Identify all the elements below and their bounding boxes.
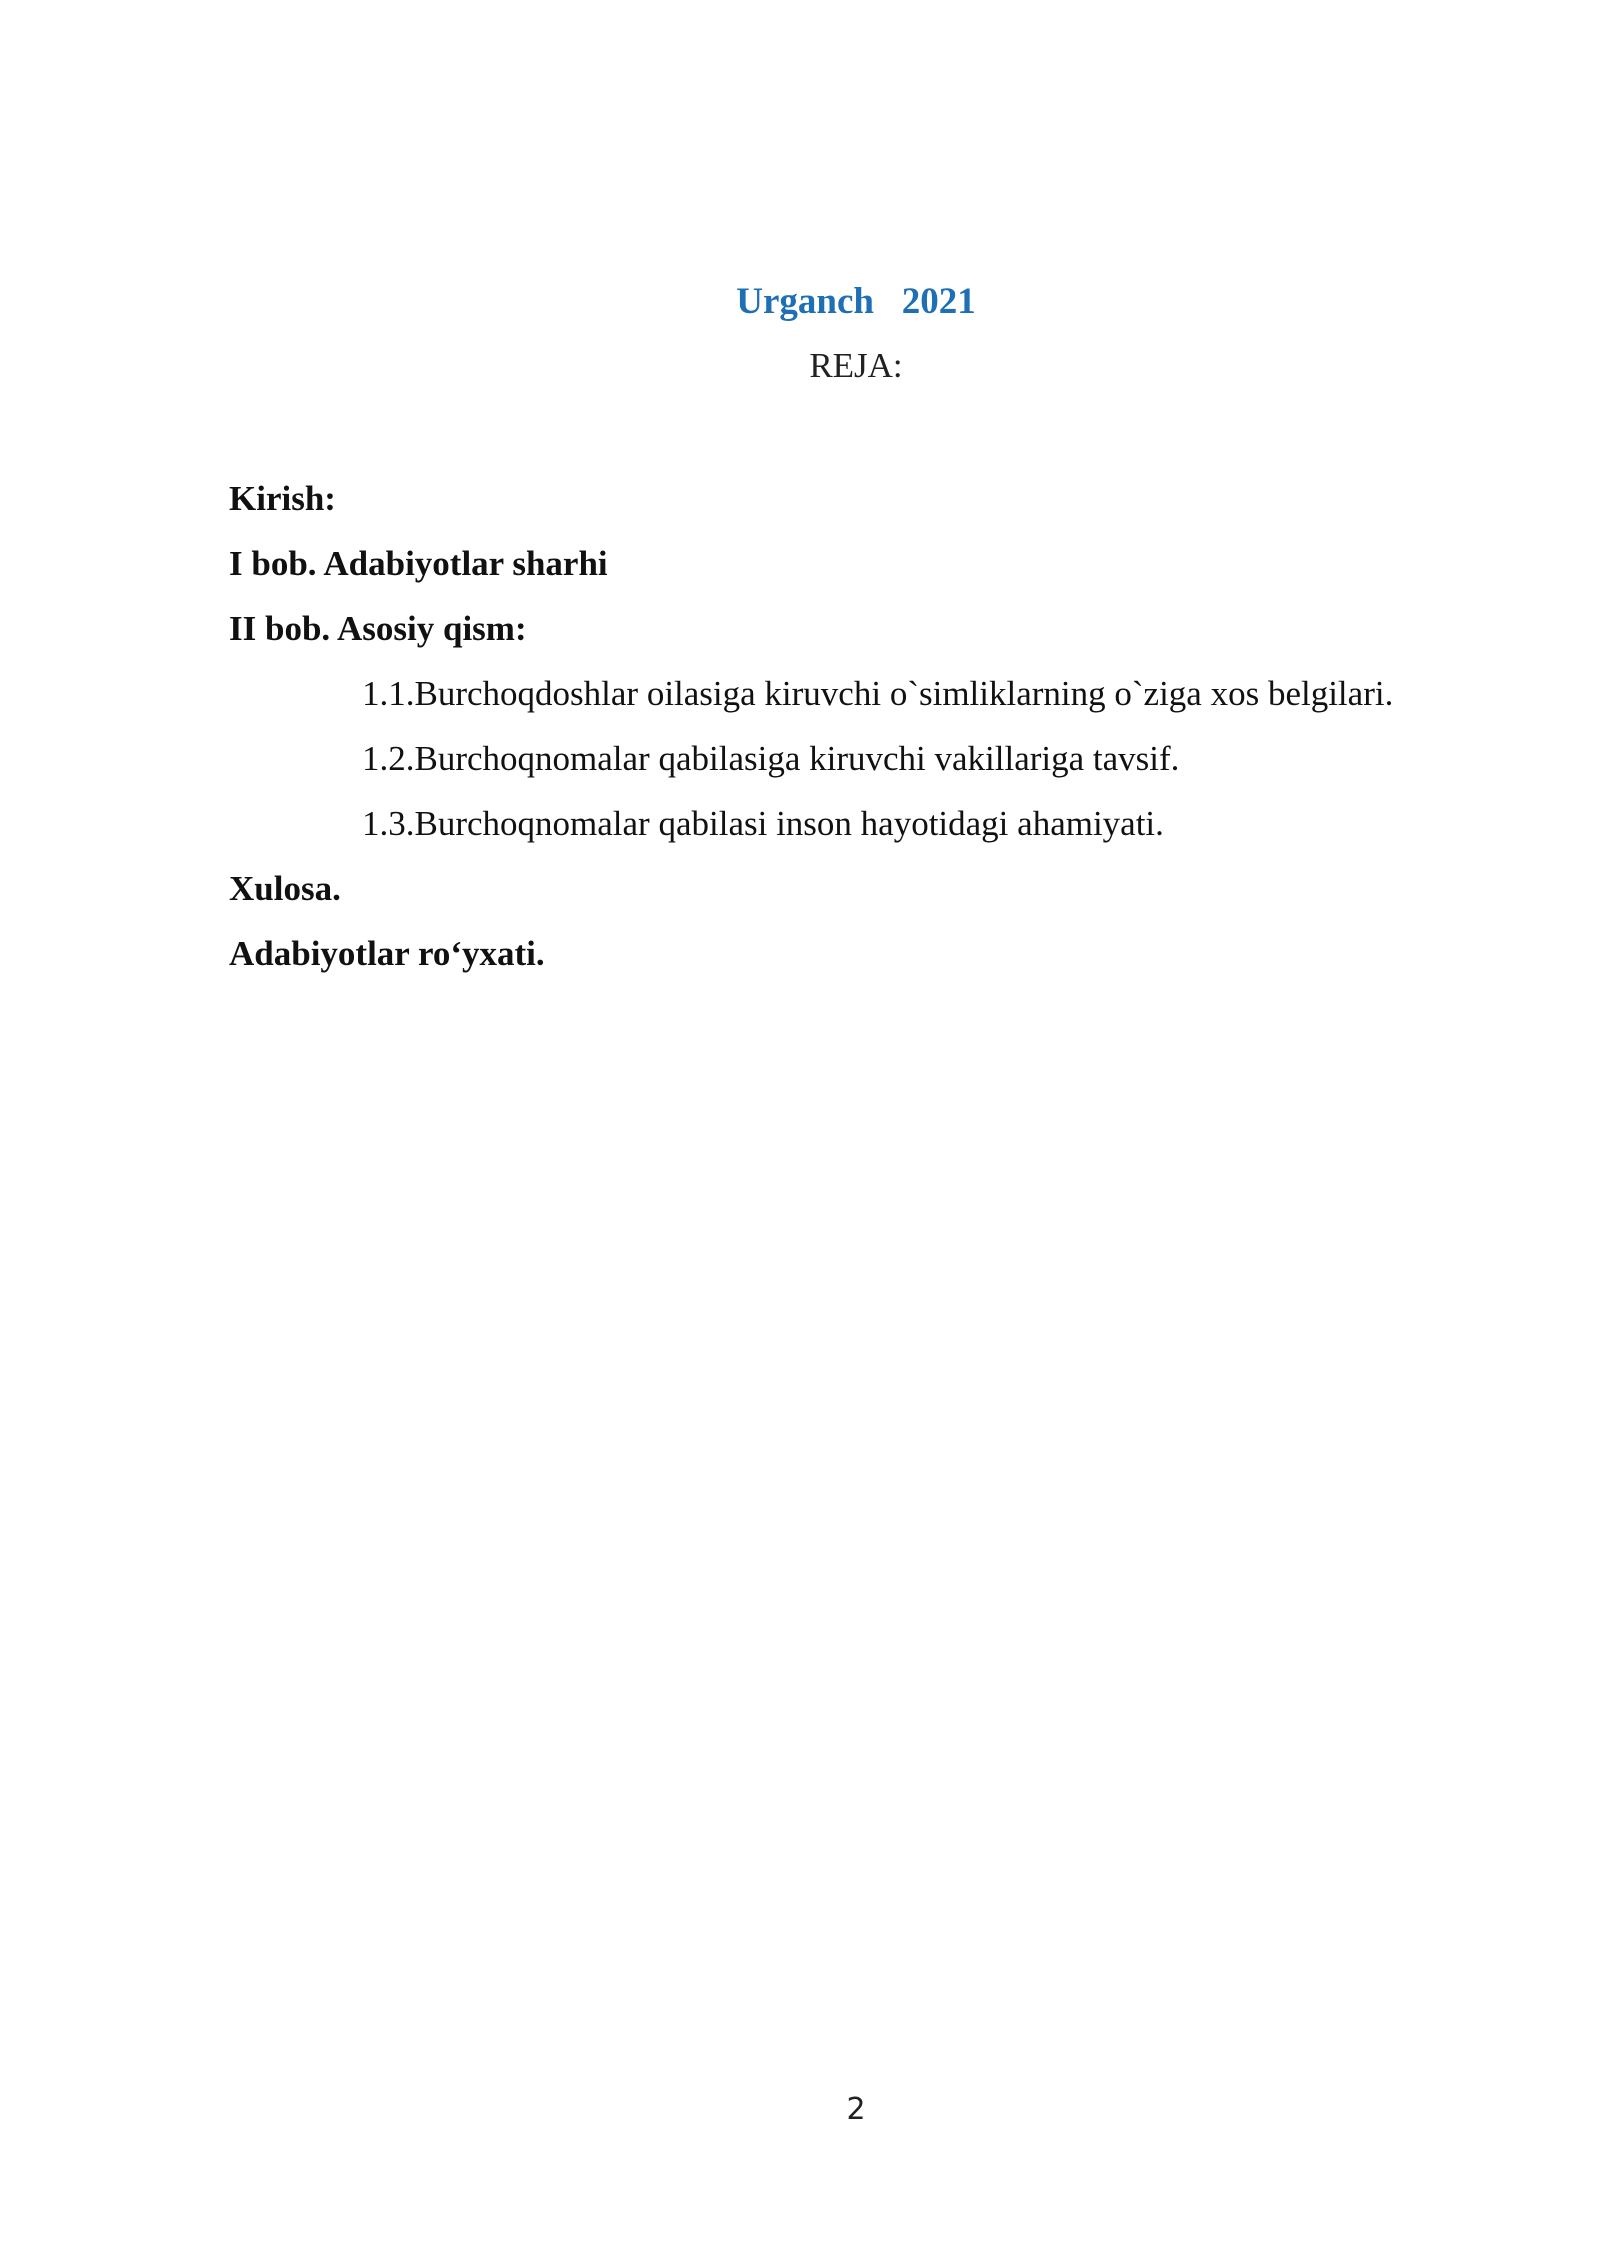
toc-item-chapter-2: II bob. Asosiy qism: xyxy=(229,609,527,648)
toc-item-section-1-3: 1.3.Burchoqnomalar qabilasi inson hayotidagi ahamiyati. xyxy=(362,804,1164,843)
toc-item-section-1-1: 1.1.Burchoqdoshlar oilasiga kiruvchi o`simliklarning o`ziga xos belgilari. xyxy=(362,674,1394,713)
page-number: 2 xyxy=(846,2092,866,2127)
table-of-contents xyxy=(229,470,1559,990)
toc-item-introduction: Kirish: xyxy=(229,479,336,518)
toc-item-conclusion: Xulosa. xyxy=(229,869,341,908)
city-year-heading: Urganch 2021 xyxy=(736,281,976,322)
toc-item-chapter-1: I bob. Adabiyotlar sharhi xyxy=(229,544,608,583)
toc-item-section-1-2: 1.2.Burchoqnomalar qabilasiga kiruvchi vakillariga tavsif. xyxy=(362,739,1180,778)
toc-item-references: Adabiyotlar ro‘yxati. xyxy=(229,934,545,973)
plan-title: REJA: xyxy=(809,346,903,385)
